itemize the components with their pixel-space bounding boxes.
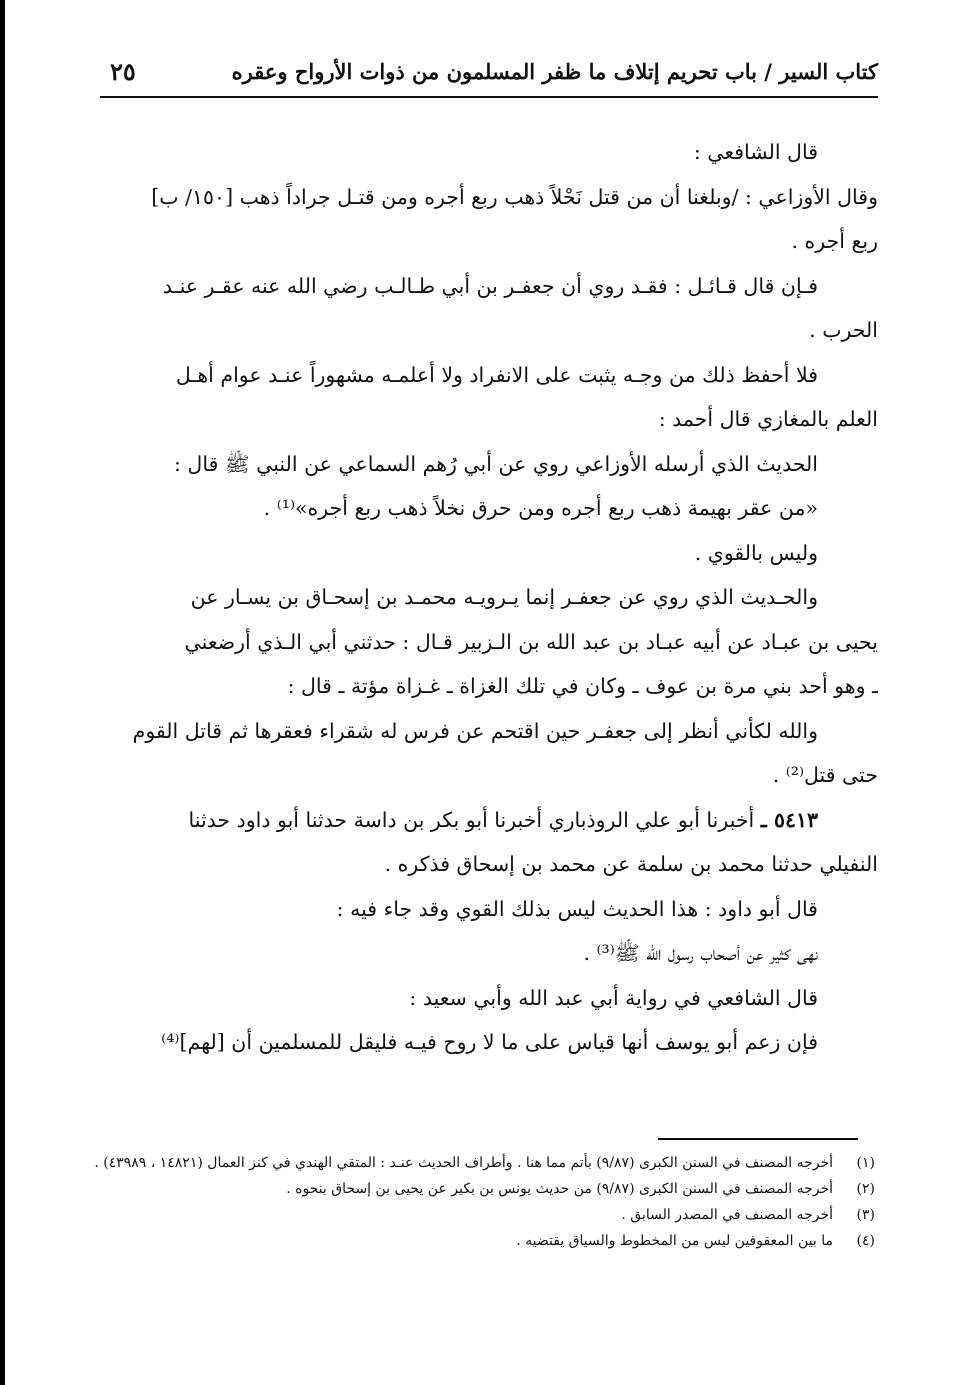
text-line: «من عقر بهيمة ذهب ربع أجره ومن حرق نخلاً ذهب ربع أجره»⁽¹⁾ . bbox=[263, 496, 818, 520]
footnote-divider bbox=[658, 1138, 858, 1140]
text-line: قال الشافعي : bbox=[693, 140, 818, 164]
footnote bbox=[60, 1228, 875, 1254]
text-line: الحرب . bbox=[809, 318, 878, 342]
footnote-text: أخرجه المصنف في السنن الكبرى (٩/٨٧) بأتم مما هنا . وأطراف الحديث عنـد : المتقي الهندي في كنز العمال (١٤٨٢١ ، ٤٣٩٨٩) . bbox=[94, 1155, 833, 1171]
footnote-text: أخرجه المصنف في المصدر السابق . bbox=[621, 1207, 833, 1223]
page-binding-edge bbox=[0, 0, 5, 1385]
footnote-number: (٢) bbox=[856, 1181, 875, 1197]
text-line: ـ وهو أحد بني مرة بن عوف ـ وكان في تلك الغزاة ـ غـزاة مؤتة ـ قال : bbox=[287, 674, 878, 698]
text-line: فـإن قال قـائـل : فقـد روي أن جعفـر بن أبي طـالـب رضي الله عنه عقـر عنـد bbox=[162, 273, 818, 298]
footnote-text: ما بين المعقوفين ليس من المخطوط والسياق يقتضيه . bbox=[516, 1233, 833, 1249]
footnote-number: (٣) bbox=[856, 1207, 875, 1223]
text-line: ربع أجره . bbox=[791, 229, 878, 253]
text-line: والحـديث الذي روي عن جعفـر إنما يـرويـه محمـد بن إسحـاق بن يسـار عن bbox=[190, 585, 818, 609]
footnote bbox=[60, 1176, 875, 1202]
text-line: الحديث الذي أرسله الأوزاعي روي عن أبي رُهم السماعي عن النبي ﷺ قال : bbox=[174, 451, 818, 476]
footnote-text: أخرجه المصنف في السنن الكبرى (٩/٨٧) من حديث يونس بن بكير عن يحيى بن إسحاق بنحوه . bbox=[286, 1181, 833, 1197]
manuscript-folio-ref: [١٥٠/ ب] bbox=[151, 184, 234, 209]
footnote bbox=[60, 1150, 875, 1176]
text-line: يحيى بن عبـاد عن أبيه عبـاد بن عبد الله بن الـزبير قـال : حدثني أبي الـذي أرضعني bbox=[184, 629, 878, 654]
text-line: قال الشافعي في رواية أبي عبد الله وأبي سعيد : bbox=[409, 985, 818, 1010]
page-header bbox=[100, 55, 878, 95]
text-line bbox=[20, 175, 878, 220]
text-line bbox=[20, 798, 878, 843]
text-line: فلا أحفظ ذلك من وجـه يثبت على الانفراد ولا أعلمـه مشهوراً عنـد عوام أهـل bbox=[175, 362, 818, 387]
main-text bbox=[20, 130, 878, 1065]
footnote bbox=[60, 1202, 875, 1228]
text-line: العلم بالمغازي قال أحمد : bbox=[658, 407, 878, 431]
text-line: قال أبو داود : هذا الحديث ليس بذلك القوي وقد جاء فيه : bbox=[336, 896, 818, 921]
running-title: كتاب السير / باب تحريم إتلاف ما ظفر المسلمون من ذوات الأرواح وعقره bbox=[231, 59, 878, 84]
footnote-number: (١) bbox=[856, 1155, 875, 1171]
text-line: النفيلي حدثنا محمد بن سلمة عن محمد بن إسحاق فذكره . bbox=[384, 852, 878, 876]
footnote-number: (٤) bbox=[856, 1233, 875, 1249]
text-line: فإن زعم أبو يوسف أنها قياس على ما لا روح فيـه فليقل للمسلمين أن [لهم]⁽⁴⁾ bbox=[161, 1030, 818, 1054]
text-line: وليس بالقوي . bbox=[694, 540, 818, 565]
page-number: ٢٥ bbox=[110, 57, 136, 86]
text-line: والله لكأني أنظر إلى جعفـر حين اقتحم عن فرس له شقراء فعقرها ثم قاتل القوم bbox=[132, 718, 818, 743]
text-line-content: وقال الأوزاعي : /وبلغنا أن من قتل نَحْلاً ذهب ربع أجره ومن قتـل جراداً ذهب bbox=[239, 184, 878, 209]
hadith-number: ٥٤١٣ ـ bbox=[760, 807, 818, 832]
header-divider bbox=[100, 96, 878, 98]
footnotes bbox=[60, 1150, 875, 1254]
text-line: نهى كثير عن أصحاب رسول الله ﷺ⁽³⁾ . bbox=[583, 941, 818, 965]
text-line: حتى قتل⁽²⁾ . bbox=[772, 763, 878, 787]
text-line-content: أخبرنا أبو علي الروذباري أخبرنا أبو بكر بن داسة حدثنا أبو داود حدثنا bbox=[188, 807, 755, 832]
